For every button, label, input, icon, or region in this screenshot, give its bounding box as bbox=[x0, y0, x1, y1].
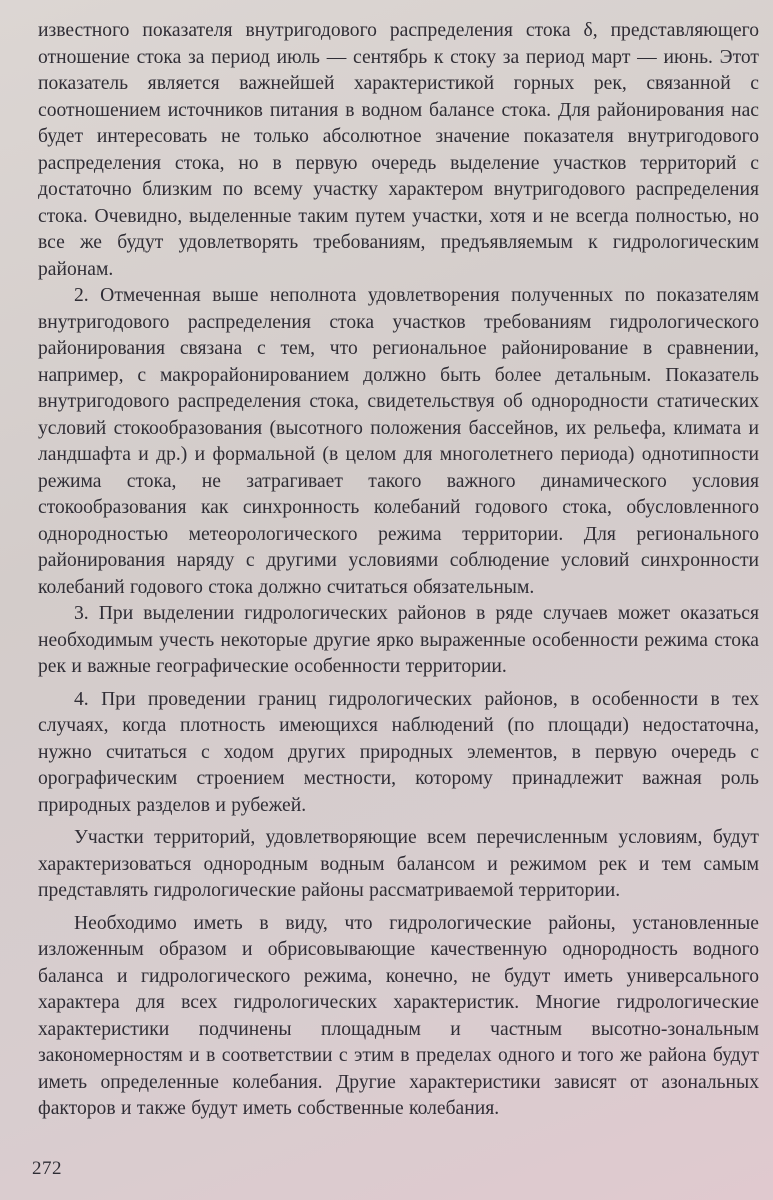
paragraph-continuation: известного показателя внутригодового распределения стока δ, представляющего отношение стока за период июль — сентябрь к стоку за период март — июнь. Этот показатель является важнейшей характеристикой горных рек, связанной с соотношением источников питания в водном балансе стока. Для районирования нас будет интересовать не только абсолютное значение показателя внутригодового распределения стока, но в первую очередь выделение участков территорий с достаточно близким по всему участку характером внутригодового распределения стока. Очевидно, выделенные таким путем участки, хотя и не всегда полностью, но все же будут удовлетворять требованиям, предъявляемым к гидрологическим районам. bbox=[38, 20, 759, 280]
paragraph-territories: Участки территорий, удовлетворяющие всем перечисленным условиям, будут характеризоваться однородным водным балансом и режимом рек и тем самым представлять гидрологические районы рассматриваемой территории. bbox=[38, 827, 759, 901]
paragraph-point-2: 2. Отмеченная выше неполнота удовлетворения полученных по показателям внутригодового распределения стока участков требованиям гидрологического районирования связана с тем, что региональное районирование в сравнении, например, с макрорайонированием должно быть более детальным. Показатель внутригодового распределения стока, свидетельствуя об однородности статических условий стокообразования (высотного положения бассейнов, их рельефа, климата и ландшафта и др.) и формальной (в целом для многолетнего периода) однотипности режима стока, не затрагивает такого важного динамического условия стокообразования как синхронность колебаний годового стока, обусловленного однородностью метеорологического режима территории. Для регионального районирования наряду с другими условиями соблюдение условий синхронности колебаний годового стока должно считаться обязательным. bbox=[38, 285, 759, 598]
paragraph-point-3: 3. При выделении гидрологических районов в ряде случаев может оказаться необходимым учесть некоторые другие ярко выраженные особенности режима стока рек и важные географические особенности территории. bbox=[38, 603, 759, 677]
paragraph-note: Необходимо иметь в виду, что гидрологические районы, установленные изложенным образом и обрисовывающие качественную однородность водного баланса и гидрологического режима, конечно, не будут иметь универсального характера для всех гидрологических характеристик. Многие гидрологические характеристики подчинены площадным и частным высотно-зональным закономерностям и в соответствии с этим в пределах одного и того же района будут иметь определенные колебания. Другие характеристики зависят от азональных факторов и также будут иметь собственные колебания. bbox=[38, 912, 759, 1119]
page-number: 272 bbox=[32, 1158, 62, 1179]
paragraph-point-4: 4. При проведении границ гидрологических районов, в особенности в тех случаях, когда плотность имеющихся наблюдений (по площади) недостаточна, нужно считаться с ходом других природных элементов, в первую очередь с орографическим строением местности, которому принадлежит важная роль природных разделов и рубежей. bbox=[38, 688, 759, 816]
